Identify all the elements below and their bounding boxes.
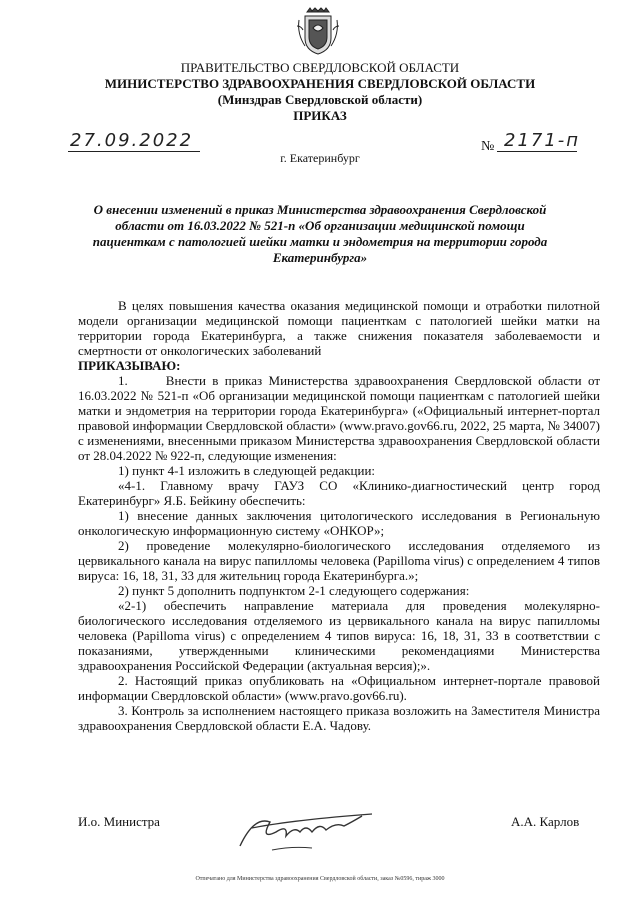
order-word: ПРИКАЗЫВАЮ: <box>78 358 181 373</box>
item-1-quote-4-1: «4-1. Главному врачу ГАУЗ СО «Клинико-диагностический центр город Екатеринбург» Я.Б. Бейкину обеспечить: <box>78 478 600 508</box>
order-number: 2171-п <box>504 130 581 151</box>
city: г. Екатеринбург <box>280 151 360 165</box>
print-footer: Отпечатано для Министерства здравоохранения Свердловской области, заказ №0596, тираж 3000 <box>195 876 445 882</box>
coat-of-arms-icon <box>295 6 341 58</box>
signer-position: И.о. Министра <box>78 814 160 829</box>
handwritten-signature <box>232 798 392 858</box>
signer-name: А.А. Карлов <box>511 814 580 829</box>
intro-paragraph: В целях повышения качества оказания медицинской помощи и отработки пилотной модели организации медицинской помощи пациенткам с патологией шейки матки на территории города Екатеринбурга, а также снижения показателя заболеваемости и смертности от онкологических заболеваний <box>78 298 600 358</box>
document-title: О внесении изменений в приказ Министерства здравоохранения Свердловской области от 16.03.2022 № 521-п «Об организации медицинской помощи пациенткам с патологией шейки матки и эндометрия на территории города Екатеринбурга» <box>92 202 548 265</box>
ministry-short-name: (Минздрав Свердловской области) <box>217 92 423 107</box>
government-name: ПРАВИТЕЛЬСТВО СВЕРДЛОВСКОЙ ОБЛАСТИ <box>180 60 460 75</box>
item-1-quote-4-1-b: 2) проведение молекулярно-биологического исследования отделяемого из цервикального канала на вирус папилломы человека (Papilloma virus) с определением 4 типов вируса: 16, 18, 31, 33 для жительниц города Екатеринбурга.»; <box>78 538 600 583</box>
item-1: 1. Внести в приказ Министерства здравоохранения Свердловской области от 16.03.2022 № 521-п «Об организации медицинской помощи пациенткам с патологией шейки матки и эндометрия на территории города Екатеринбурга» («Официальный интернет-портал правовой информации Свердловской области» (www.pravo.gov66.ru, 2022, 25 марта, № 34007) с изменениями, внесенными приказом Министерства здравоохранения Свердловской области от 28.04.2022 № 922-п, следующие изменения: <box>78 373 600 463</box>
document-body <box>78 298 600 733</box>
item-3: 3. Контроль за исполнением настоящего приказа возложить на Заместителя Министра здравоохранения Свердловской области Е.А. Чадову. <box>78 703 600 733</box>
item-1-quote-2-1: «2-1) обеспечить направление материала для проведения молекулярно-биологического исследования отделяемого из цервикального канала на вирус папилломы человека (Papilloma virus) с определением 4 типов вируса: 16, 18, 31, 33 в соответствии с показаниями, утвержденными клиническими рекомендациями Министерства здравоохранения Российской Федерации (актуальная версия);». <box>78 598 600 673</box>
order-date: 27.09.2022 <box>70 130 194 151</box>
order-number-prefix: № <box>481 139 495 154</box>
document-type: ПРИКАЗ <box>293 108 347 123</box>
ministry-name: МИНИСТЕРСТВО ЗДРАВООХРАНЕНИЯ СВЕРДЛОВСКОЙ ОБЛАСТИ <box>104 76 536 91</box>
item-1-sub-2: 2) пункт 5 дополнить подпунктом 2-1 следующего содержания: <box>118 583 470 598</box>
item-1-sub-1: 1) пункт 4-1 изложить в следующей редакции: <box>118 463 376 478</box>
item-2: 2. Настоящий приказ опубликовать на «Официальном интернет-портале правовой информации Свердловской области» (www.pravo.gov66.ru). <box>78 673 600 703</box>
item-1-quote-4-1-a: 1) внесение данных заключения цитологического исследования в Региональную онкологическую информационную систему «ОНКОР»; <box>78 508 600 538</box>
